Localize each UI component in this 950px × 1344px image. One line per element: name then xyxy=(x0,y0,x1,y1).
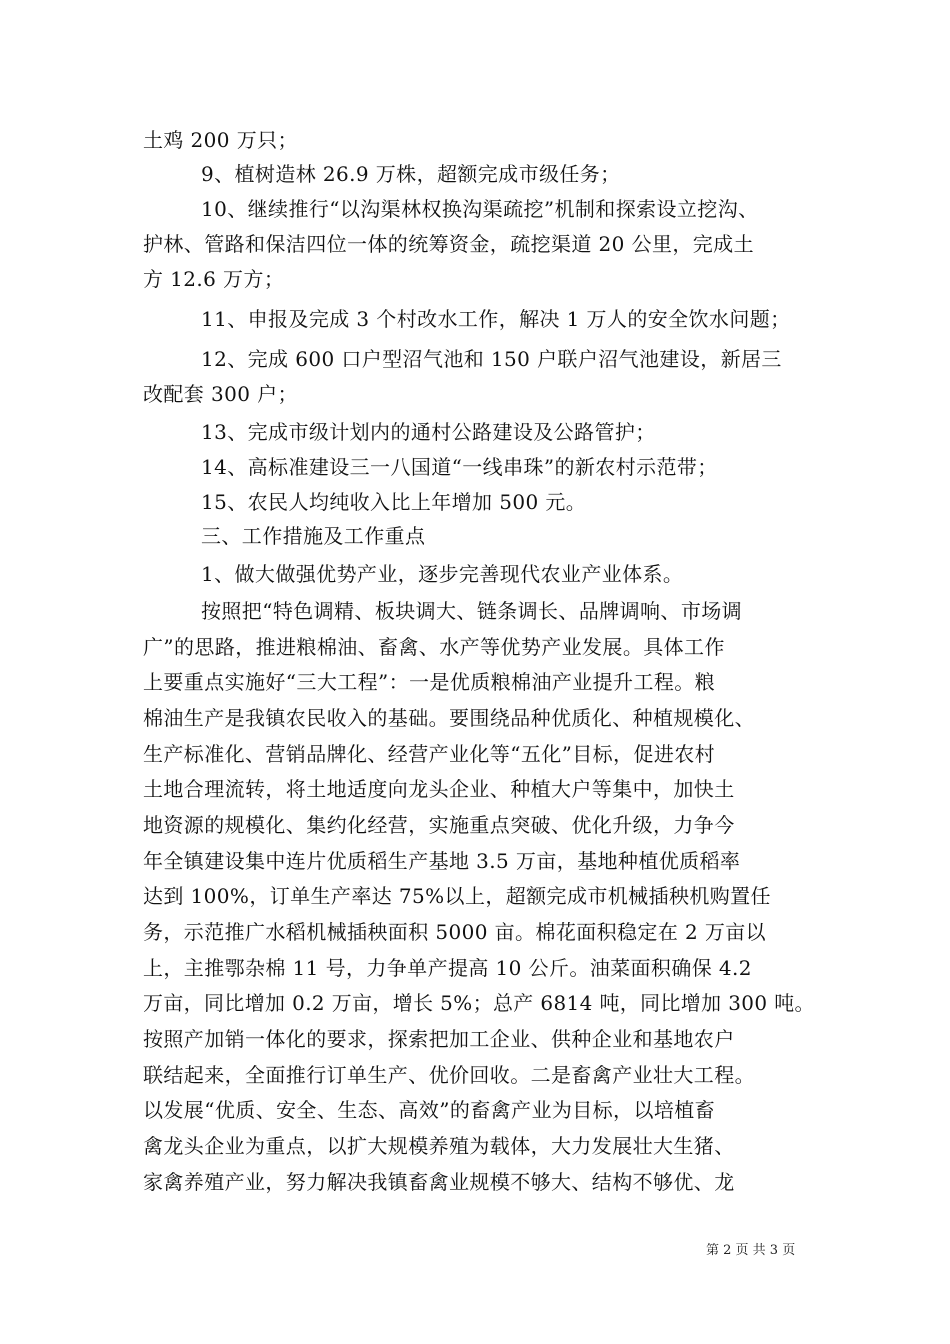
text-line: 方 12.6 万方； xyxy=(143,267,285,291)
text-line: 15、农民人均纯收入比上年增加 500 元。 xyxy=(201,490,587,514)
text-line: 12、完成 600 口户型沼气池和 150 户联户沼气池建设，新居三 xyxy=(201,347,782,371)
text-line: 9、植树造林 26.9 万株，超额完成市级任务； xyxy=(201,162,621,186)
text-line: 禽龙头企业为重点，以扩大规模养殖为载体，大力发展壮大生猪、 xyxy=(143,1134,735,1158)
text-line: 土鸡 200 万只； xyxy=(143,128,298,152)
text-line: 联结起来，全面推行订单生产、优价回收。二是畜禽产业壮大工程。 xyxy=(143,1063,755,1087)
text-line: 家禽养殖产业，努力解决我镇畜禽业规模不够大、结构不够优、龙 xyxy=(143,1170,735,1194)
text-line: 地资源的规模化、集约化经营，实施重点突破、优化升级，力争今 xyxy=(143,813,735,837)
text-line: 年全镇建设集中连片优质稻生产基地 3.5 万亩，基地种植优质稻率 xyxy=(143,849,741,873)
text-line: 生产标准化、营销品牌化、经营产业化等“五化”目标，促进农村 xyxy=(143,742,716,766)
text-line: 按照产加销一体化的要求，探索把加工企业、供种企业和基地农户 xyxy=(143,1027,735,1051)
text-line: 14、高标准建设三一八国道“一线串珠”的新农村示范带； xyxy=(201,455,718,479)
text-line: 13、完成市级计划内的通村公路建设及公路管护； xyxy=(201,420,656,444)
text-line: 达到 100%，订单生产率达 75%以上，超额完成市机械插秧机购置任 xyxy=(143,884,771,908)
text-line: 改配套 300 户； xyxy=(143,382,298,406)
text-line: 万亩，同比增加 0.2 万亩，增长 5%；总产 6814 吨，同比增加 300 吨。 xyxy=(143,991,815,1015)
text-line: 按照把“特色调精、板块调大、链条调长、品牌调响、市场调 xyxy=(201,599,743,623)
subsection-heading: 1、做大做强优势产业，逐步完善现代农业产业体系。 xyxy=(201,562,684,586)
text-line: 11、申报及完成 3 个村改水工作，解决 1 万人的安全饮水问题； xyxy=(201,307,791,331)
text-line: 上，主推鄂杂棉 11 号，力争单产提高 10 公斤。油菜面积确保 4.2 xyxy=(143,956,752,980)
text-line: 务，示范推广水稻机械插秧面积 5000 亩。棉花面积稳定在 2 万亩以 xyxy=(143,920,767,944)
page-number-footer: 第 2 页 共 3 页 xyxy=(706,1243,796,1258)
text-line: 土地合理流转，将土地适度向龙头企业、种植大户等集中，加快土 xyxy=(143,777,735,801)
section-heading: 三、工作措施及工作重点 xyxy=(201,524,426,548)
text-line: 护林、管路和保洁四位一体的统筹资金，疏挖渠道 20 公里，完成土 xyxy=(143,232,754,256)
text-line: 棉油生产是我镇农民收入的基础。要围绕品种优质化、种植规模化、 xyxy=(143,706,755,730)
text-line: 广”的思路，推进粮棉油、畜禽、水产等优势产业发展。具体工作 xyxy=(143,635,725,659)
text-line: 以发展“优质、安全、生态、高效”的畜禽产业为目标，以培植畜 xyxy=(143,1098,716,1122)
text-line: 上要重点实施好“三大工程”：一是优质粮棉油产业提升工程。粮 xyxy=(143,670,716,694)
text-line: 10、继续推行“以沟渠林权换沟渠疏挖”机制和探索设立挖沟、 xyxy=(201,197,759,221)
